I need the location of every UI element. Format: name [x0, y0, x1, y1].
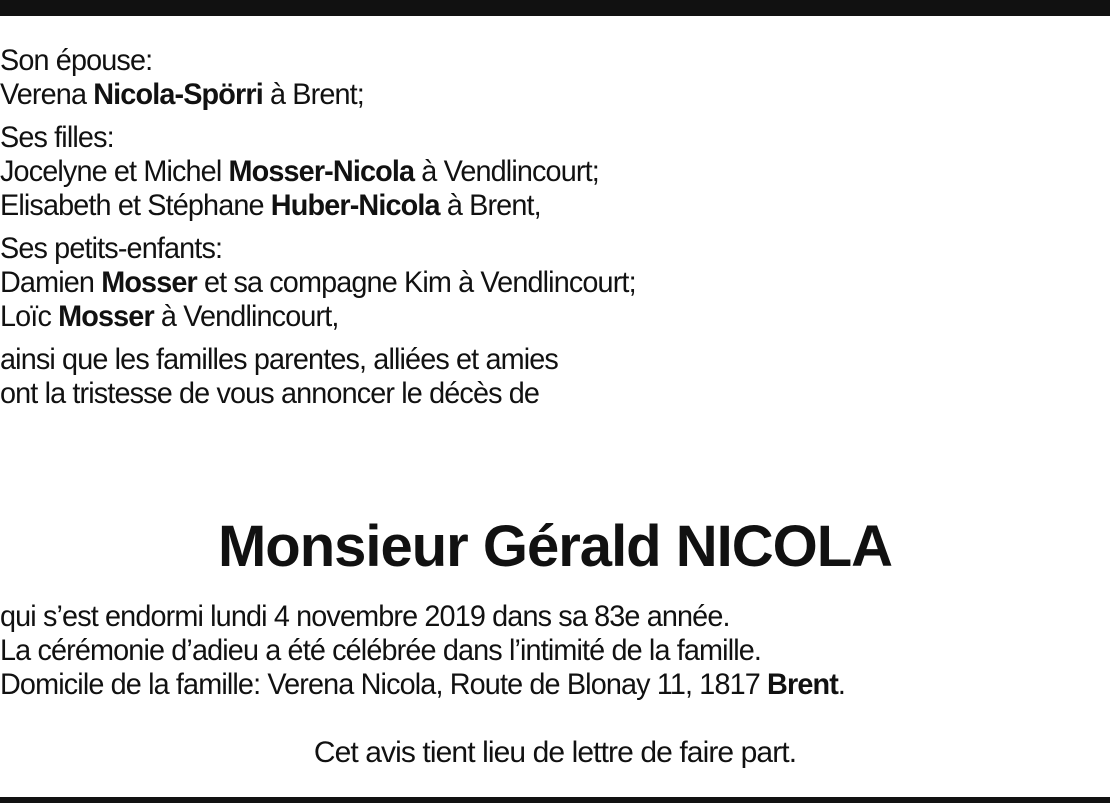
bottom-border-rule [0, 797, 1110, 803]
domicile-address: Domicile de la famille: Verena Nicola, Route de Blonay 11, 1817 [0, 668, 768, 701]
grandchild-first-name: Loïc [0, 300, 59, 333]
spouse-heading: Son épouse: [0, 44, 153, 77]
spouse-location: à Brent; [262, 78, 364, 111]
details-line-1: qui s’est endormi lundi 4 novembre 2019 dans sa 83e année. [0, 600, 730, 633]
domicile-period: . [837, 668, 846, 701]
daughter-first-names: Elisabeth et Stéphane [0, 189, 271, 222]
daughter-location: à Vendlincourt; [414, 155, 599, 188]
daughter-line [0, 189, 1062, 223]
grandchildren-heading: Ses petits-enfants: [0, 232, 223, 265]
grandchildren-section [0, 232, 1062, 334]
grandchild-line [0, 300, 1062, 334]
details-line-2: La cérémonie d’adieu a été célébrée dans l’intimité de la famille. [0, 634, 762, 667]
announcement-line-1: ainsi que les familles parentes, alliées et amies [0, 343, 558, 376]
grandchild-location: et sa compagne Kim à Vendlincourt; [196, 266, 636, 299]
announcement-line-2: ont la tristesse de vous annoncer le décès de [0, 377, 540, 410]
daughters-heading: Ses filles: [0, 121, 114, 154]
domicile-town: Brent [767, 668, 838, 701]
details-line-3 [0, 668, 1066, 702]
grandchild-surname: Mosser [101, 266, 197, 299]
daughter-surname: Mosser-Nicola [228, 155, 415, 188]
daughter-location: à Brent, [439, 189, 541, 222]
deceased-name-heading: Monsieur Gérald NICOLA [217, 514, 893, 579]
grandchild-first-name: Damien [0, 266, 102, 299]
grandchild-surname: Mosser [58, 300, 154, 333]
closing-note: Cet avis tient lieu de lettre de faire part. [313, 736, 797, 769]
grandchild-line [0, 266, 1062, 300]
spouse-line [0, 78, 1062, 112]
daughter-line [0, 155, 1062, 189]
daughter-surname: Huber-Nicola [270, 189, 440, 222]
obituary-family-list [0, 44, 1062, 411]
daughters-section [0, 121, 1062, 223]
details-section [0, 600, 1110, 702]
spouse-surname: Nicola-Spörri [93, 78, 263, 111]
daughter-first-names: Jocelyne et Michel [0, 155, 229, 188]
top-border-rule [0, 0, 1110, 16]
grandchild-location: à Vendlincourt, [153, 300, 339, 333]
announcement-section [0, 343, 1062, 411]
spouse-first-name: Verena [0, 78, 94, 111]
spouse-section [0, 44, 1062, 112]
